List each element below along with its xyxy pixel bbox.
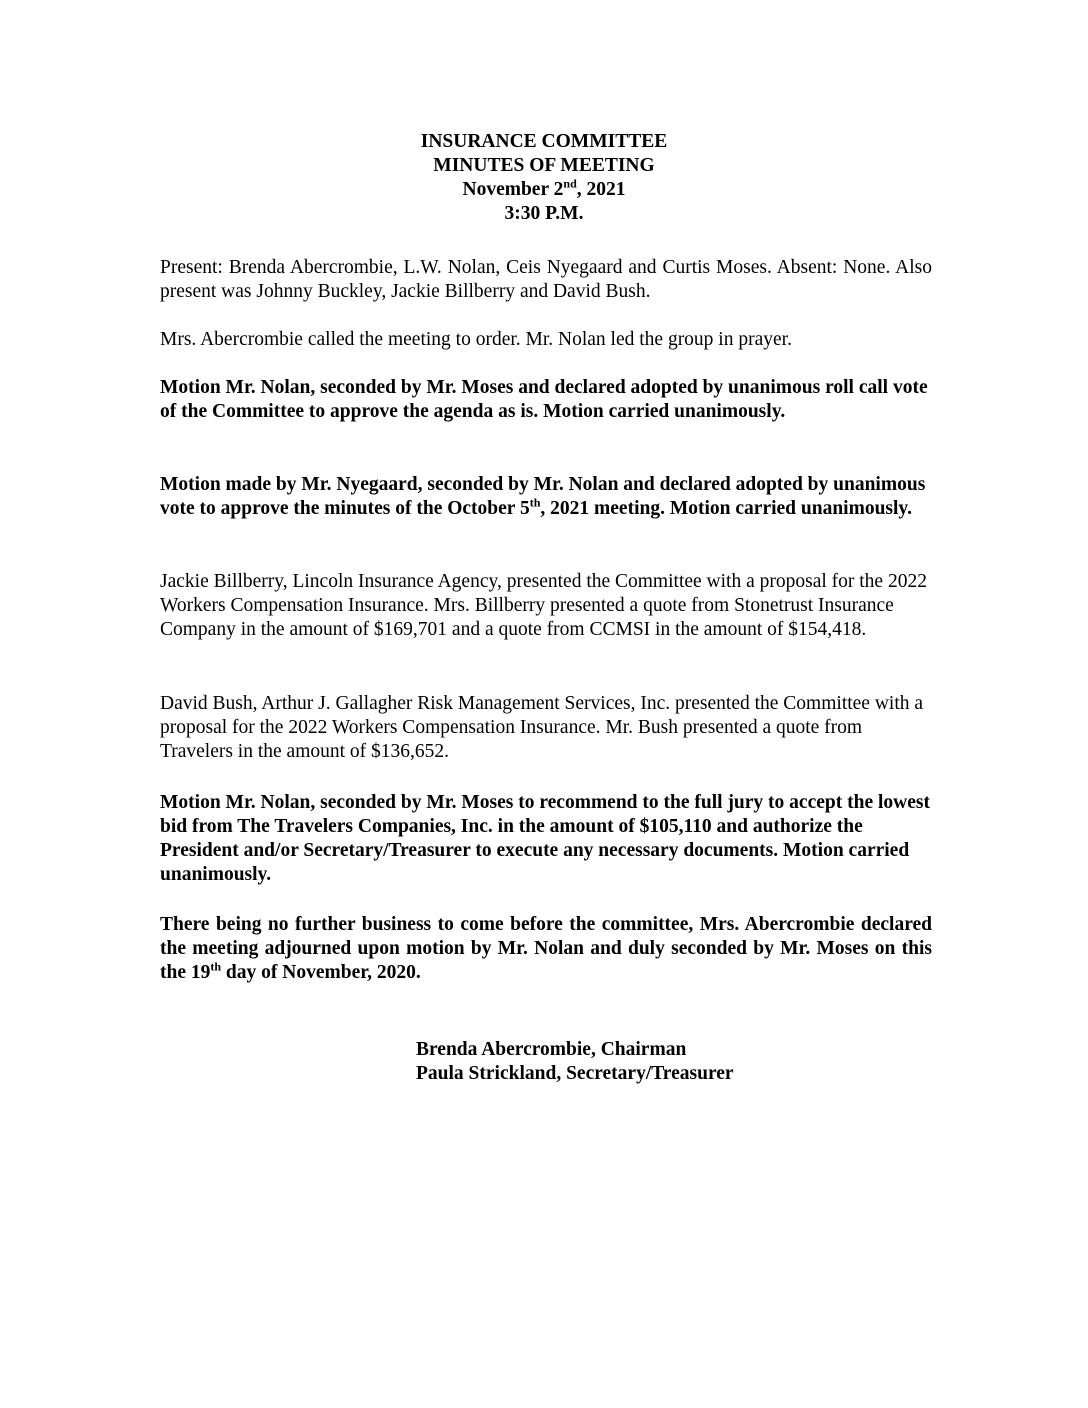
adjournment-text: There being no further business to come before the committee, Mrs. Abercrombie declared the meeting adjourned upon motion by Mr. Nolan and duly seconded by Mr. Moses on this the 19	[160, 914, 932, 983]
motion-bid-paragraph: Motion Mr. Nolan, seconded by Mr. Moses to recommend to the full jury to accept the lowest bid from The Travelers Companies, Inc. in the amount of $105,110 and authorize the President and/or Secretary/Treasurer to execute any necessary documents. Motion carried unanimously.	[160, 792, 930, 885]
attendance-paragraph: Present: Brenda Abercrombie, L.W. Nolan, Ceis Nyegaard and Curtis Moses. Absent: None. Also present was Johnny Buckley, Jackie Billberry and David Bush.	[160, 257, 932, 302]
motion-agenda-paragraph: Motion Mr. Nolan, seconded by Mr. Moses and declared adopted by unanimous roll call vote of the Committee to approve the agenda as is. Motion carried unanimously.	[160, 377, 928, 422]
billberry-paragraph: Jackie Billberry, Lincoln Insurance Agency, presented the Committee with a proposal for the 2022 Workers Compensation Insurance. Mrs. Billberry presented a quote from Stonetrust Insurance Company in the amount of $169,701 and a quote from CCMSI in the amount of $154,418.	[160, 571, 927, 640]
motion-minutes-text: Motion made by Mr. Nyegaard, seconded by Mr. Nolan and declared adopted by unanimous vote to approve the minutes of the October 5	[160, 474, 926, 519]
adjournment-text-end: day of November, 2020.	[221, 962, 421, 983]
meeting-time: 3:30 P.M.	[504, 203, 584, 224]
bush-paragraph: David Bush, Arthur J. Gallagher Risk Management Services, Inc. presented the Committee with a proposal for the 2022 Workers Compensation Insurance. Mr. Bush presented a quote from Travelers in the amount of $136,652.	[160, 693, 924, 762]
motion-minutes-text-end: , 2021 meeting. Motion carried unanimously.	[540, 498, 912, 519]
signature-block	[416, 1038, 734, 1086]
adjournment-paragraph	[160, 913, 932, 985]
meeting-date-year: , 2021	[576, 179, 626, 200]
document-subtitle: MINUTES OF MEETING	[433, 155, 655, 176]
secretary-signature: Paula Strickland, Secretary/Treasurer	[416, 1063, 734, 1084]
meeting-date-ordinal: nd	[563, 176, 577, 191]
chairman-signature: Brenda Abercrombie, Chairman	[416, 1039, 687, 1060]
meeting-date-prefix: November 2	[462, 179, 564, 200]
document-header	[0, 130, 1088, 226]
document-title: INSURANCE COMMITTEE	[420, 131, 668, 152]
motion-minutes-ordinal: th	[529, 495, 541, 510]
motion-minutes-paragraph	[160, 473, 932, 521]
meeting-date	[0, 178, 1088, 202]
call-to-order-paragraph: Mrs. Abercrombie called the meeting to order. Mr. Nolan led the group in prayer.	[160, 329, 792, 350]
adjournment-ordinal: th	[210, 959, 222, 974]
